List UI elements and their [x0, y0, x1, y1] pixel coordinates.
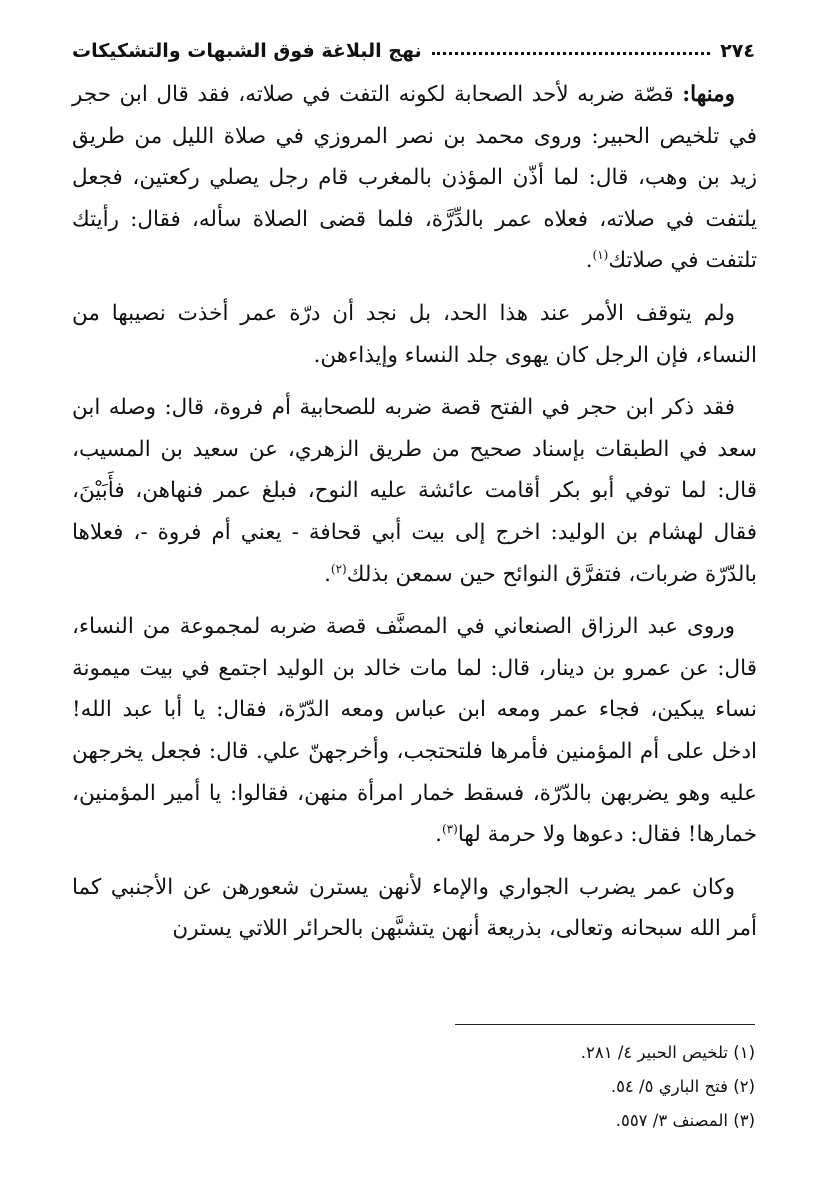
footnote: (٢) فتح الباري ٥/ ٥٤.	[610, 1077, 755, 1096]
footnote-separator	[455, 1024, 755, 1025]
footnote-marker: (١)	[592, 248, 609, 263]
paragraph	[72, 867, 757, 950]
paragraph-tail: .	[324, 561, 331, 587]
paragraph	[72, 74, 757, 282]
running-title: نهج البلاغة فوق الشبهات والتشكيكات	[72, 40, 422, 62]
footnotes	[72, 1036, 755, 1138]
paragraph-text: وكان عمر يضرب الجواري والإماء لأنهن يسترن شعورهن عن الأجنبي كما أمر الله سبحانه وتعالى، بذريعة أنهن يتشبَّهن بالحرائر اللاتي يسترن	[72, 874, 757, 942]
paragraph-text: فقد ذكر ابن حجر في الفتح قصة ضربه للصحابية أم فروة، قال: وصله ابن سعد في الطبقات بإسناد صحيح من طريق الزهري، عن سعيد بن المسيب، قال: لما توفي أبو بكر أقامت عائشة عليه النوح، فبلغ عمر فنهاهن، فأَبَيْنَ، فقال لهشام بن الوليد: اخرج إلى بيت أبي قحافة - يعني أم فروة -، فعلاها بالدّرّة ضربات، فتفرَّق النوائح حين سمعن بذلك	[72, 395, 757, 587]
paragraph	[72, 387, 757, 595]
main-text	[72, 74, 757, 961]
footnote: (٣) المصنف ٣/ ٥٥٧.	[615, 1111, 755, 1130]
page-header	[72, 28, 755, 62]
footnote-marker: (٣)	[441, 821, 458, 836]
paragraph	[72, 606, 757, 856]
paragraph-tail: .	[435, 822, 442, 848]
paragraph-lead: ومنها:	[682, 82, 735, 107]
footnote: (١) تلخيص الحبير ٤/ ٢٨١.	[580, 1043, 755, 1062]
footnote-marker: (٢)	[330, 561, 347, 576]
header-dot-leader	[432, 52, 711, 55]
paragraph-text: وروى عبد الرزاق الصنعاني في المصنَّف قصة ضربه لمجموعة من النساء، قال: عن عمرو بن دينار، قال: لما مات خالد بن الوليد اجتمع في بيت ميمونة نساء يبكين، فجاء عمر ومعه ابن عباس ومعه الدّرّة، فقال: يا أبا عبد الله! ادخل على أم المؤمنين فأمرها فلتحتجب، وأخرجهنّ علي. قال: فجعل يخرجهن عليه وهو يضربهن بالدّرّة، فسقط خمار امرأة منهن، فقالوا: يا أمير المؤمنين، خمارها! فقال: دعوها ولا حرمة لها	[72, 614, 757, 848]
paragraph-text: قصّة ضربه لأحد الصحابة لكونه التفت في صلاته، فقد قال ابن حجر في تلخيص الحبير: وروى محمد بن نصر المروزي في صلاة الليل من طريق زيد بن وهب، قال: لما أذّن المؤذن بالمغرب قام رجل يصلي ركعتين، فجعل يلتفت في صلاته، فعلاه عمر بالدِّرَّة، فلما قضى الصلاة سأله، فقال: رأيتك تلتفت في صلاتك	[72, 82, 757, 274]
page-number: ٢٧٤	[720, 40, 755, 62]
paragraph-tail: .	[585, 248, 593, 274]
paragraph	[72, 293, 757, 376]
paragraph-text: ولم يتوقف الأمر عند هذا الحد، بل نجد أن درّة عمر أخذت نصيبها من النساء، فإن الرجل كان يهوى جلد النساء وإيذاءهن.	[72, 300, 757, 368]
